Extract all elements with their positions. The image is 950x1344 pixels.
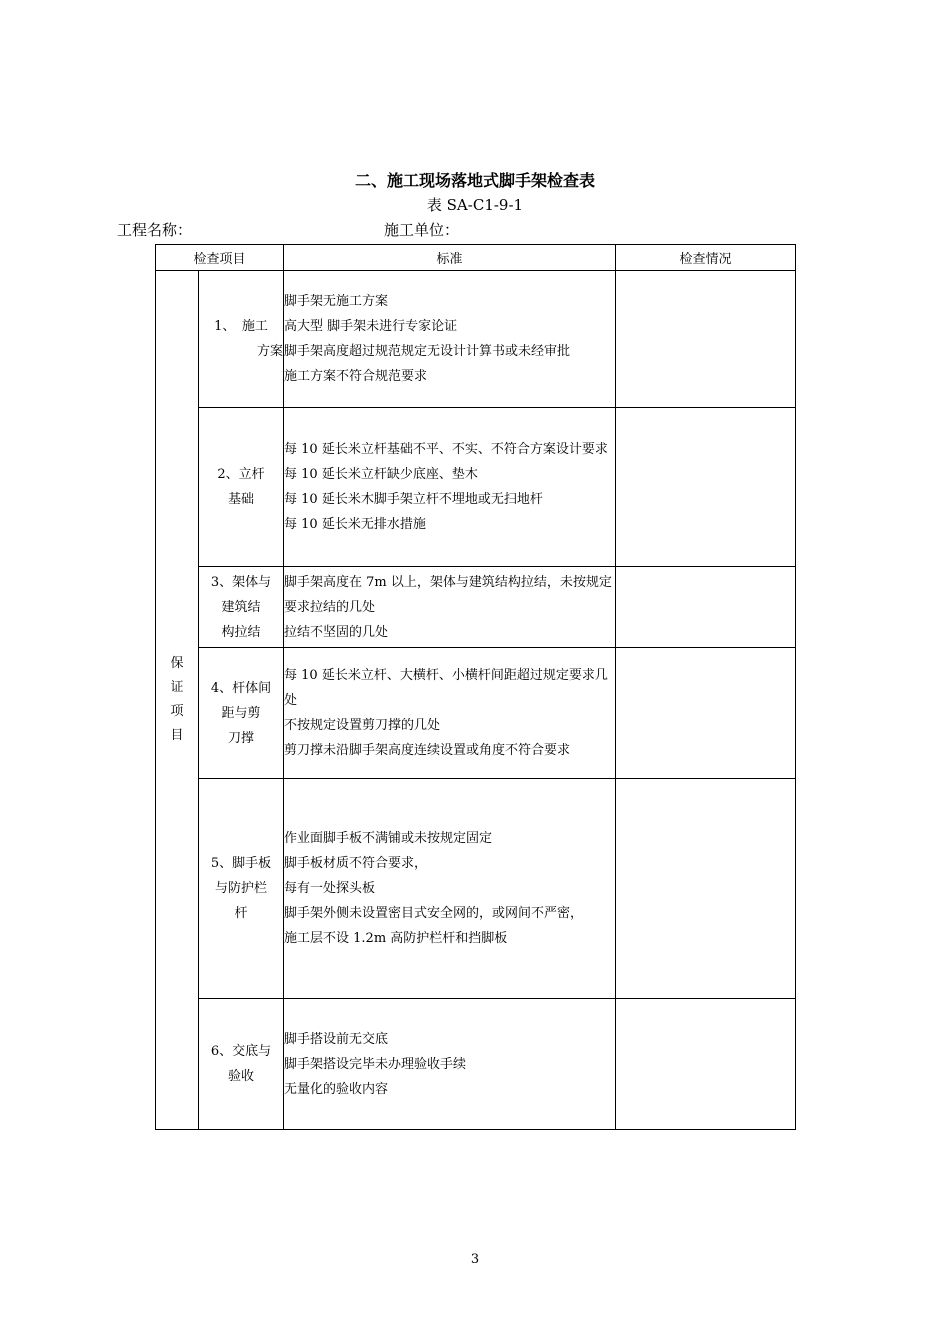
item-name bbox=[199, 648, 284, 779]
standard-item: 脚手架高度超过规范规定无设计计算书或未经审批 bbox=[284, 344, 571, 359]
table-row bbox=[156, 779, 796, 999]
item-line: 与防护栏 bbox=[215, 881, 268, 896]
item-line: 2、立杆 bbox=[217, 467, 265, 482]
standard-item: 脚手架无施工方案 bbox=[284, 294, 389, 309]
group-label-char: 项 bbox=[170, 704, 184, 719]
item-line: 5、脚手板 bbox=[210, 856, 272, 871]
group-label-guarantee-items bbox=[156, 271, 199, 1130]
check-result-cell[interactable] bbox=[616, 408, 796, 567]
item-line: 建筑结 bbox=[221, 599, 261, 615]
page-number: 3 bbox=[470, 1252, 480, 1267]
item-line: 刀撑 bbox=[228, 730, 255, 746]
header-check-item: 检查项目 bbox=[156, 245, 284, 271]
document-title: 二、施工现场落地式脚手架检查表 bbox=[354, 171, 595, 190]
standard-item: 施工方案不符合规范要求 bbox=[284, 369, 428, 384]
standard-list bbox=[284, 408, 616, 567]
table-row bbox=[156, 999, 796, 1130]
check-result-cell[interactable] bbox=[616, 567, 796, 648]
standard-list bbox=[284, 779, 616, 999]
construction-unit-label: 施工单位： bbox=[384, 221, 460, 239]
standard-item: 脚手板材质不符合要求， bbox=[284, 856, 428, 871]
standard-list bbox=[284, 999, 616, 1130]
group-label-char: 目 bbox=[170, 728, 184, 743]
check-result-cell[interactable] bbox=[616, 999, 796, 1130]
standard-item: 脚手架高度在 7m 以上，架体与建筑结构拉结，未按规定要求拉结的几处 bbox=[284, 574, 612, 615]
item-name bbox=[199, 779, 284, 999]
standard-item: 作业面脚手板不满铺或未按规定固定 bbox=[284, 831, 493, 846]
header-standard: 标准 bbox=[284, 245, 616, 271]
standard-item: 无量化的验收内容 bbox=[284, 1081, 389, 1097]
item-line: 6、交底与 bbox=[210, 1044, 272, 1059]
group-label-char: 保 bbox=[170, 656, 184, 671]
inspection-table bbox=[155, 244, 796, 1130]
standard-item: 每 10 延长米立杆缺少底座、垫木 bbox=[284, 467, 478, 482]
item-name bbox=[199, 408, 284, 567]
form-code: 表 SA-C1-9-1 bbox=[426, 196, 524, 214]
item-line: 杆 bbox=[234, 906, 248, 921]
item-line: 距与剪 bbox=[221, 705, 261, 721]
table-row bbox=[156, 567, 796, 648]
item-line: 基础 bbox=[228, 492, 255, 507]
item-name bbox=[199, 567, 284, 648]
check-result-cell[interactable] bbox=[616, 648, 796, 779]
standard-item: 每 10 延长米无排水措施 bbox=[284, 517, 426, 532]
standard-list bbox=[284, 271, 616, 408]
item-name bbox=[199, 271, 284, 408]
standard-list bbox=[284, 567, 616, 648]
item-line: 构拉结 bbox=[221, 624, 261, 640]
standard-item: 高大型 脚手架未进行专家论证 bbox=[284, 319, 458, 334]
group-label-char: 证 bbox=[170, 680, 184, 695]
standard-item: 剪刀撑未沿脚手架高度连续设置或角度不符合要求 bbox=[284, 743, 571, 758]
project-name-label: 工程名称： bbox=[117, 221, 193, 239]
header-check-result: 检查情况 bbox=[616, 245, 796, 271]
table-header-row bbox=[156, 245, 796, 271]
item-name bbox=[199, 999, 284, 1130]
standard-item: 拉结不坚固的几处 bbox=[284, 624, 389, 640]
item-line: 1、 施工 bbox=[214, 319, 268, 334]
standard-item: 脚手搭设前无交底 bbox=[284, 1031, 389, 1047]
item-line: 3、架体与 bbox=[210, 574, 272, 590]
item-line: 方案 bbox=[257, 344, 284, 359]
standard-item: 不按规定设置剪刀撑的几处 bbox=[284, 718, 441, 733]
table-row bbox=[156, 408, 796, 567]
table-row bbox=[156, 271, 796, 408]
standard-item: 每有一处探头板 bbox=[284, 881, 376, 896]
standard-item: 脚手架外侧未设置密目式安全网的，或网间不严密， bbox=[284, 906, 584, 921]
standard-item: 每 10 延长米木脚手架立杆不埋地或无扫地杆 bbox=[284, 492, 543, 507]
check-result-cell[interactable] bbox=[616, 271, 796, 408]
standard-item: 每 10 延长米立杆基础不平、不实、不符合方案设计要求 bbox=[284, 442, 608, 457]
item-line: 4、杆体间 bbox=[210, 680, 272, 696]
standard-item: 每 10 延长米立杆、大横杆、小横杆间距超过规定要求几处 bbox=[284, 668, 608, 708]
table-row bbox=[156, 648, 796, 779]
item-line: 验收 bbox=[228, 1069, 255, 1084]
check-result-cell[interactable] bbox=[616, 779, 796, 999]
standard-list bbox=[284, 648, 616, 779]
standard-item: 施工层不设 1.2m 高防护栏杆和挡脚板 bbox=[284, 931, 508, 946]
standard-item: 脚手架搭设完毕未办理验收手续 bbox=[284, 1056, 467, 1072]
